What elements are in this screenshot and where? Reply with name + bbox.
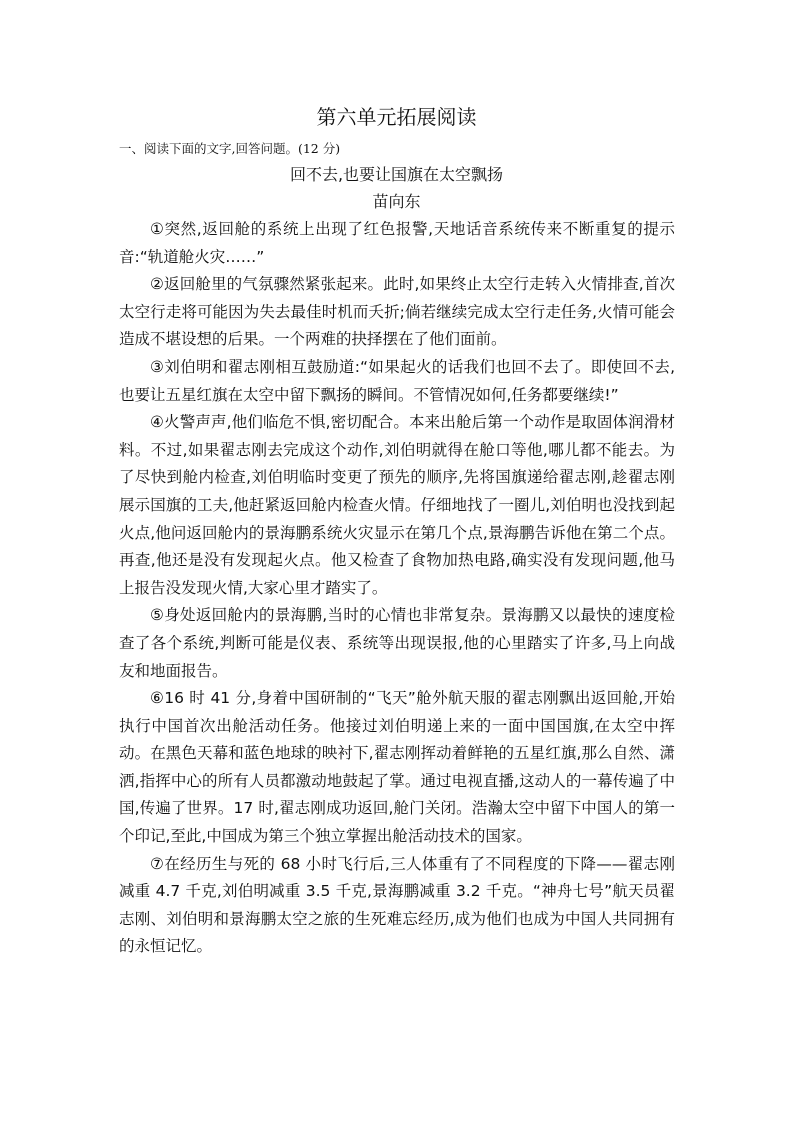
paragraph-5: ⑤身处返回舱内的景海鹏,当时的心情也非常复杂。景海鹏又以最快的速度检查了各个系统,判断可能是仪表、系统等出现误报,他的心里踏实了许多,马上向战友和地面报告。 — [119, 606, 675, 680]
paragraph-1: ①突然,返回舱的系统上出现了红色报警,天地话音系统传来不断重复的提示音:“轨道舱火灾……” — [119, 220, 675, 266]
question-header: 一、阅读下面的文字,回答问题。(12 分) — [119, 141, 341, 156]
paragraph-7: ⑦在经历生与死的 68 小时飞行后,三人体重有了不同程度的下降——翟志刚减重 4.7 千克,刘伯明减重 3.5 千克,景海鹏减重 3.2 千克。“神舟七号”航天员翟志刚、刘伯明和景海鹏太空之旅的生死难忘经历,成为他们也成为中国人共同拥有的永恒记忆。 — [119, 854, 675, 956]
article-body — [119, 216, 675, 961]
page-title: 第六单元拓展阅读 — [316, 105, 477, 129]
article-title: 回不去,也要让国旗在太空飘扬 — [289, 165, 504, 184]
paragraph-2: ②返回舱里的气氛骤然紧张起来。此时,如果终止太空行走转入火情排查,首次太空行走将可能因为失去最佳时机而夭折;倘若继续完成太空行走任务,火情可能会造成不堪设想的后果。一个两难的抉择摆在了他们面前。 — [119, 275, 675, 349]
article-author: 苗向东 — [372, 192, 421, 211]
paragraph-4: ④火警声声,他们临危不惧,密切配合。本来出舱后第一个动作是取固体润滑材料。不过,如果翟志刚去完成这个动作,刘伯明就得在舱口等他,哪儿都不能去。为了尽快到舱内检查,刘伯明临时变更了预先的顺序,先将国旗递给翟志刚,趁翟志刚展示国旗的工夫,他赶紧返回舱内检查火情。仔细地找了一圈儿,刘伯明也没找到起火点,他问返回舱内的景海鹏系统火灾显示在第几个点,景海鹏告诉他在第二个点。再查,他还是没有发现起火点。他又检查了食物加热电路,确实没有发现问题,他马上报告没发现火情,大家心里才踏实了。 — [119, 413, 675, 597]
paragraph-3: ③刘伯明和翟志刚相互鼓励道:“如果起火的话我们也回不去了。即使回不去,也要让五星红旗在太空中留下飘扬的瞬间。不管情况如何,任务都要继续!” — [119, 357, 675, 404]
paragraph-6: ⑥16 时 41 分,身着中国研制的“飞天”舱外航天服的翟志刚飘出返回舱,开始执行中国首次出舱活动任务。他接过刘伯明递上来的一面中国国旗,在太空中挥动。在黑色天幕和蓝色地球的映衬下,翟志刚挥动着鲜艳的五星红旗,那么自然、潇洒,指挥中心的所有人员都激动地鼓起了掌。通过电视直播,这动人的一幕传遍了中国,传遍了世界。17 时,翟志刚成功返回,舱门关闭。浩瀚太空中留下中国人的第一个印记,至此,中国成为第三个独立掌握出舱活动技术的国家。 — [119, 689, 675, 846]
